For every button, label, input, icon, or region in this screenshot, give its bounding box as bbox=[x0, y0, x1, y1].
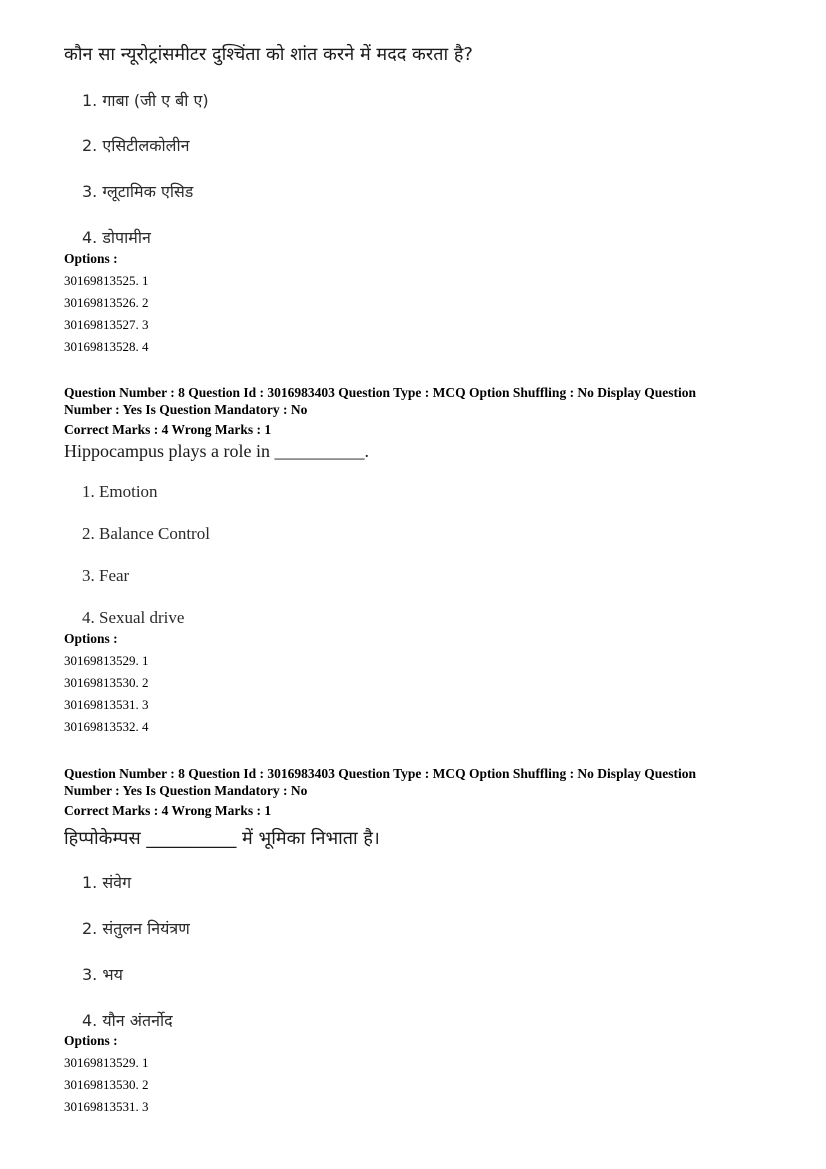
option-id: 30169813525. 1 bbox=[64, 273, 149, 288]
answer-option: 3. ग्लूटामिक एसिड bbox=[82, 182, 194, 201]
question-meta: Number : Yes Is Question Mandatory : No bbox=[64, 402, 308, 417]
answer-option: 2. एसिटीलकोलीन bbox=[82, 136, 190, 155]
answer-option: 2. संतुलन नियंत्रण bbox=[82, 919, 190, 938]
options-label: Options : bbox=[64, 631, 118, 646]
answer-option: 1. गाबा (जी ए बी ए) bbox=[82, 91, 209, 110]
option-id: 30169813526. 2 bbox=[64, 295, 149, 310]
option-id: 30169813532. 4 bbox=[64, 719, 149, 734]
answer-option: 4. डोपामीन bbox=[82, 228, 151, 247]
marks-info: Correct Marks : 4 Wrong Marks : 1 bbox=[64, 803, 272, 818]
marks-info: Correct Marks : 4 Wrong Marks : 1 bbox=[64, 422, 272, 437]
options-label: Options : bbox=[64, 1033, 118, 1048]
answer-option: 4. Sexual drive bbox=[82, 608, 185, 627]
option-id: 30169813529. 1 bbox=[64, 1055, 149, 1070]
answer-option: 1. Emotion bbox=[82, 482, 158, 501]
question-text: हिप्पोकेम्पस __________ में भूमिका निभाता है। bbox=[64, 828, 380, 849]
option-id: 30169813530. 2 bbox=[64, 1077, 149, 1092]
question-text: Hippocampus plays a role in __________. bbox=[64, 441, 369, 461]
question-text: कौन सा न्यूरोट्रांसमीटर दुश्चिंता को शांत करने में मदद करता है? bbox=[64, 44, 473, 65]
answer-option: 3. भय bbox=[82, 965, 123, 984]
question-meta: Question Number : 8 Question Id : 3016983403 Question Type : MCQ Option Shuffling : No Display Question bbox=[64, 385, 696, 400]
answer-option: 4. यौन अंतर्नोद bbox=[82, 1011, 173, 1030]
answer-option: 1. संवेग bbox=[82, 873, 132, 892]
option-id: 30169813531. 3 bbox=[64, 697, 149, 712]
options-label: Options : bbox=[64, 251, 118, 266]
question-meta: Question Number : 8 Question Id : 3016983403 Question Type : MCQ Option Shuffling : No Display Question bbox=[64, 766, 696, 781]
answer-option: 3. Fear bbox=[82, 566, 130, 585]
option-id: 30169813527. 3 bbox=[64, 317, 149, 332]
option-id: 30169813531. 3 bbox=[64, 1099, 149, 1114]
option-id: 30169813528. 4 bbox=[64, 339, 149, 354]
option-id: 30169813530. 2 bbox=[64, 675, 149, 690]
question-meta: Number : Yes Is Question Mandatory : No bbox=[64, 783, 308, 798]
option-id: 30169813529. 1 bbox=[64, 653, 149, 668]
answer-option: 2. Balance Control bbox=[82, 524, 210, 543]
